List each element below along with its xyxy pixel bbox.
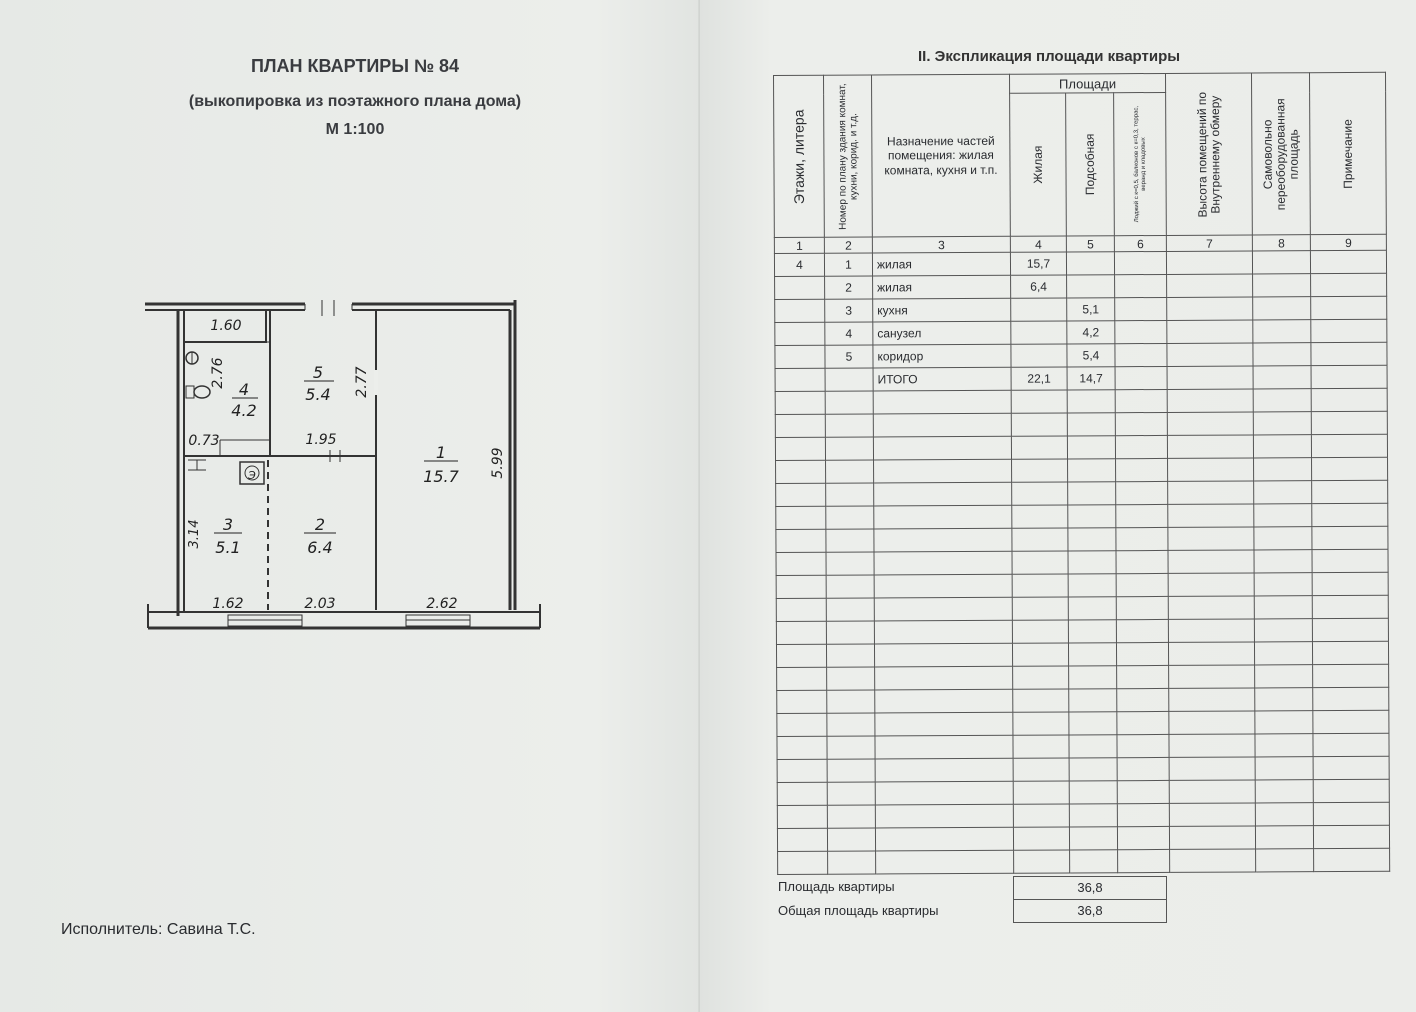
apartment-area-value: 36,8	[1013, 876, 1167, 900]
performer-label: Исполнитель: Савина Т.С.	[61, 921, 256, 938]
table-row-empty	[775, 411, 1387, 437]
room-3-number: 3	[222, 515, 234, 534]
room-5-number: 5	[312, 363, 324, 382]
column-number: 2	[824, 237, 872, 253]
table-row: 4 1 жилая 15,7	[774, 250, 1386, 276]
column-number: 8	[1252, 235, 1310, 251]
dimension-label: 3.14	[187, 519, 202, 549]
dimension-label: 5.99	[490, 447, 506, 479]
table-row-empty	[777, 687, 1389, 713]
dimension-label: 1.95	[305, 432, 337, 448]
header-purpose: Назначение частей помещения: жилая комната, кухня и т.п.	[872, 74, 1011, 237]
dimension-label: 1.60	[210, 318, 242, 334]
plan-scale: М 1:100	[325, 121, 385, 138]
dimension-label: 0.73	[188, 433, 220, 449]
header-height: Высота помещений по Внутреннему обмеру	[1165, 73, 1252, 235]
header-auxiliary: Подсобная	[1066, 93, 1115, 236]
table-row-empty	[776, 480, 1388, 506]
room-3-area: 5.1	[215, 538, 241, 557]
header-areas: Площади	[1009, 73, 1165, 93]
table-row-empty	[776, 618, 1388, 644]
header-living: Жилая	[1010, 93, 1067, 236]
header-self-built: Самовольно переоборудованная площадь	[1251, 73, 1310, 235]
room-1-number: 1	[435, 443, 447, 462]
table-row-empty	[777, 664, 1389, 690]
column-number: 5	[1066, 236, 1114, 252]
table-row-total: ИТОГО 22,1 14,7	[775, 365, 1387, 391]
table-row-empty	[776, 595, 1388, 621]
table-row: 2 жилая 6,4	[775, 273, 1387, 299]
room-5-area: 5.4	[305, 385, 331, 404]
plan-title: ПЛАН КВАРТИРЫ № 84	[250, 56, 460, 76]
left-page	[0, 0, 700, 1012]
apartment-area-label: Площадь квартиры	[778, 879, 895, 894]
dimension-label: 2.77	[354, 366, 370, 398]
floor-plan	[140, 270, 550, 640]
room-1-area: 15.7	[423, 467, 459, 486]
table-row-empty	[776, 457, 1388, 483]
header-floor: Этажи, литера	[774, 75, 825, 237]
room-4-number: 4	[238, 380, 250, 399]
dimension-label: 2.03	[304, 596, 336, 612]
room-2-area: 6.4	[307, 538, 333, 557]
dimension-label: 1.62	[212, 596, 244, 612]
svg-text:Э: Э	[248, 469, 256, 482]
table-row: 3 кухня 5,1	[775, 296, 1387, 322]
total-area-row	[778, 900, 1178, 924]
dimension-label: 2.76	[210, 357, 226, 389]
total-area-value: 36,8	[1013, 900, 1167, 923]
table-row-empty	[776, 549, 1388, 575]
column-number: 6	[1114, 235, 1166, 251]
column-number: 7	[1166, 235, 1252, 251]
table-row-empty	[777, 733, 1389, 759]
table-row: 4 санузел 4,2	[775, 319, 1387, 345]
table-title: II. Экспликация площади квартиры	[918, 48, 1181, 65]
room-4-area: 4.2	[231, 401, 257, 420]
table-row-empty	[778, 848, 1390, 874]
total-area-label: Общая площадь квартиры	[778, 903, 939, 918]
table-row-empty	[777, 779, 1389, 805]
area-summary	[778, 876, 1178, 924]
table-row-empty	[777, 825, 1389, 851]
table-row-empty	[776, 641, 1388, 667]
header-note: Примечание	[1309, 72, 1386, 234]
dimension-label: 2.62	[426, 596, 458, 612]
table-row-empty	[777, 756, 1389, 782]
column-number: 4	[1010, 236, 1066, 252]
table-row-empty	[776, 572, 1388, 598]
table-row-empty	[775, 388, 1387, 414]
column-number: 9	[1310, 234, 1386, 250]
table-row-empty	[777, 802, 1389, 828]
table-row: 5 коридор 5,4	[775, 342, 1387, 368]
apartment-area-row	[778, 876, 1178, 900]
column-number: 3	[872, 236, 1010, 253]
header-room-number: Номер по плану здания комнат, кухни, корид. и т.д.	[824, 75, 873, 237]
room-2-number: 2	[314, 515, 326, 534]
table-row-empty	[775, 434, 1387, 460]
header-loggias: Лоджий с к=0,5, балконов с к=0,3, террас, веранд и кладовых	[1114, 92, 1167, 235]
table-row-empty	[776, 503, 1388, 529]
column-number: 1	[774, 237, 824, 253]
explication-table	[773, 72, 1390, 875]
plan-subtitle: (выкопировка из поэтажного плана дома)	[188, 93, 522, 110]
table-row-empty	[776, 526, 1388, 552]
table-row-empty	[777, 710, 1389, 736]
